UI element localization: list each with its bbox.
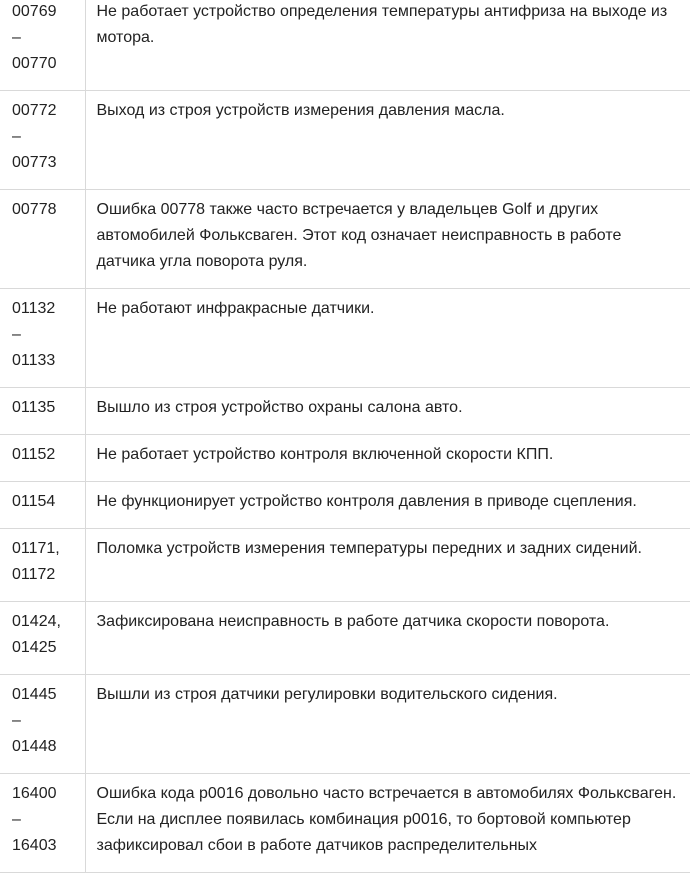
table-row <box>0 529 690 602</box>
error-code-line: 01172 <box>12 566 56 583</box>
error-code-line: 16403 <box>12 837 57 854</box>
error-code-cell <box>0 602 85 675</box>
error-code-line: 01133 <box>12 352 56 369</box>
error-description-cell: Не работает устройство определения температуры антифриза на выходе из мотора. <box>85 0 690 91</box>
table-row <box>0 482 690 529</box>
error-code-cell <box>0 190 85 289</box>
table-row <box>0 289 690 388</box>
table-row <box>0 774 690 873</box>
error-code-line: 01425 <box>12 639 57 656</box>
error-code-cell <box>0 675 85 774</box>
error-code-line: 00778 <box>12 201 57 218</box>
table-row <box>0 675 690 774</box>
error-code-cell <box>0 482 85 529</box>
error-code-cell <box>0 435 85 482</box>
error-description-cell: Выход из строя устройств измерения давления масла. <box>85 91 690 190</box>
table-row <box>0 388 690 435</box>
error-code-line: – <box>12 811 21 828</box>
error-code-line: 01135 <box>12 399 56 416</box>
error-code-cell <box>0 289 85 388</box>
error-description-cell: Не работают инфракрасные датчики. <box>85 289 690 388</box>
table-row <box>0 91 690 190</box>
error-code-line: 00773 <box>12 154 57 171</box>
error-code-line: – <box>12 712 21 729</box>
error-code-cell <box>0 388 85 435</box>
table-row <box>0 190 690 289</box>
error-code-line: 00770 <box>12 55 57 72</box>
error-code-line: 01132 <box>12 300 56 317</box>
error-code-line: 01152 <box>12 446 56 463</box>
error-description-cell: Вышли из строя датчики регулировки водительского сидения. <box>85 675 690 774</box>
error-code-cell <box>0 91 85 190</box>
error-description-cell: Не работает устройство контроля включенной скорости КПП. <box>85 435 690 482</box>
error-code-line: 01445 <box>12 686 57 703</box>
table-row <box>0 435 690 482</box>
error-code-line: – <box>12 128 21 145</box>
error-code-line: 16400 <box>12 785 57 802</box>
error-code-line: 01448 <box>12 738 57 755</box>
table-row <box>0 602 690 675</box>
error-code-cell <box>0 529 85 602</box>
error-description-cell: Не функционирует устройство контроля давления в приводе сцепления. <box>85 482 690 529</box>
error-code-line: 00769 <box>12 3 57 20</box>
error-code-line: 01424, <box>12 613 61 630</box>
error-description-cell: Вышло из строя устройство охраны салона авто. <box>85 388 690 435</box>
error-code-line: – <box>12 326 21 343</box>
error-code-line: – <box>12 29 21 46</box>
error-code-line: 00772 <box>12 102 57 119</box>
error-description-cell: Поломка устройств измерения температуры передних и задних сидений. <box>85 529 690 602</box>
error-code-line: 01171, <box>12 540 60 557</box>
error-code-line: 01154 <box>12 493 56 510</box>
error-description-cell: Ошибка 00778 также часто встречается у владельцев Golf и других автомобилей Фольксваген. Этот код означает неисправность в работе датчика угла поворота руля. <box>85 190 690 289</box>
error-code-cell <box>0 0 85 91</box>
error-code-cell <box>0 774 85 873</box>
error-description-cell: Ошибка кода p0016 довольно часто встречается в автомобилях Фольксваген. Если на дисплее появилась комбинация p0016, то бортовой компьютер зафиксировал сбои в работе датчиков распределительных <box>85 774 690 873</box>
table-row <box>0 0 690 91</box>
error-description-cell: Зафиксирована неисправность в работе датчика скорости поворота. <box>85 602 690 675</box>
